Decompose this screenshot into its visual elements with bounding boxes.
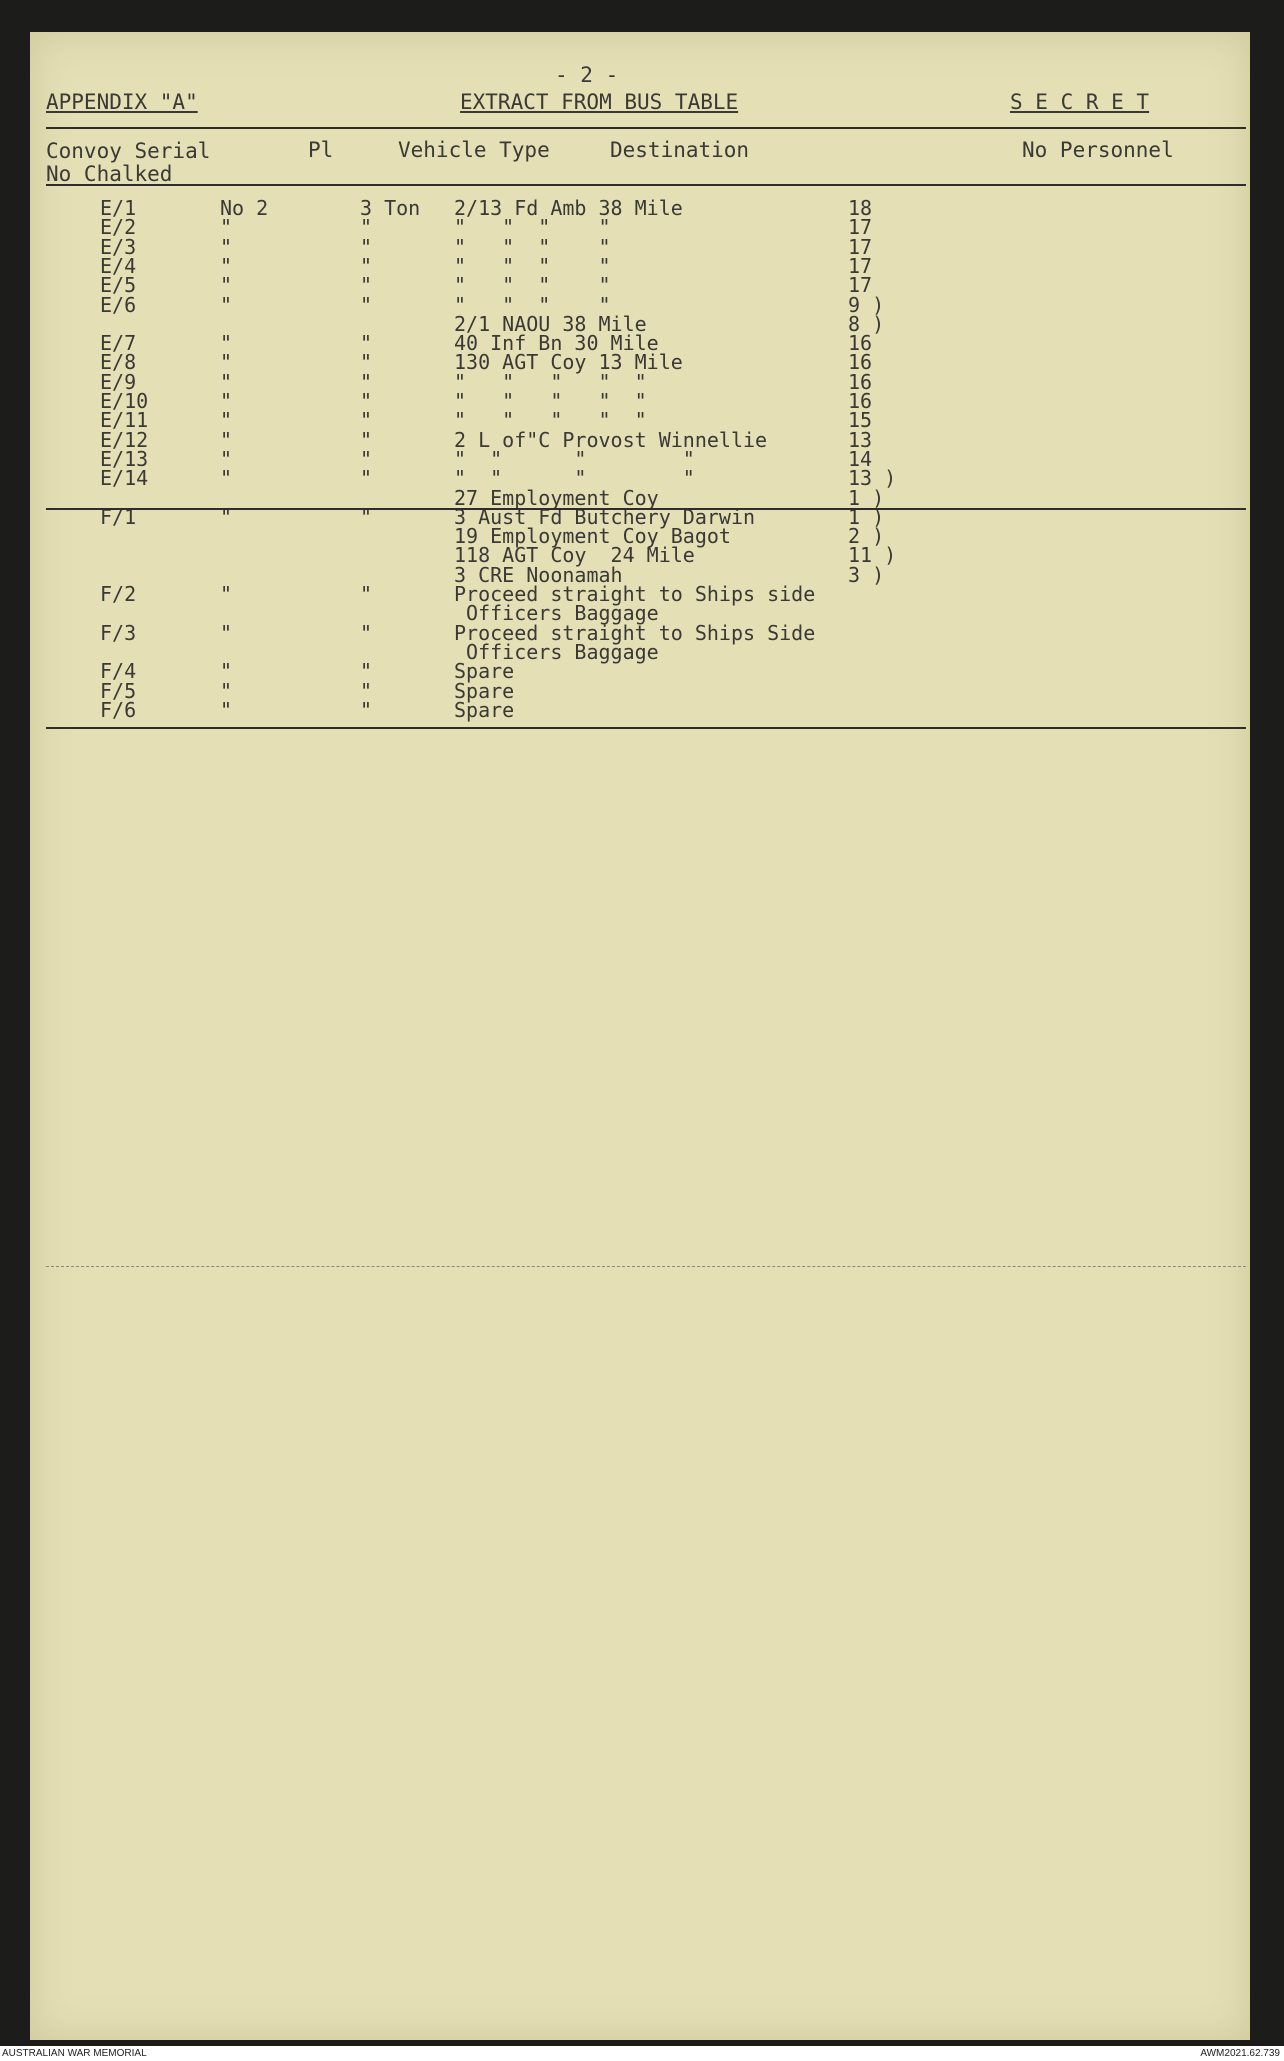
row-platoon: No 2 [220,196,269,220]
row-personnel: 9 ) [848,292,885,317]
row-destination: 118 AGT Coy 24 Mile [454,543,695,568]
row-personnel: 14 [848,446,873,471]
row-personnel: 3 ) [848,562,885,587]
header-rule [46,127,1246,129]
row-platoon: " [220,620,233,645]
row-vehicle-type: " [360,331,373,356]
row-destination: " " " " [454,273,611,298]
row-destination: Spare [454,659,515,684]
row-personnel: 13 [848,427,873,452]
row-vehicle-type: " [360,350,373,375]
row-personnel: 17 [848,253,873,278]
row-serial: F/2 [100,582,137,606]
row-serial: E/8 [100,350,137,375]
row-vehicle-type: " [360,697,373,722]
row-platoon: " [220,504,233,529]
row-vehicle-type: " [360,466,373,491]
row-serial: E/13 [100,446,149,471]
row-platoon: " [220,446,233,471]
row-destination: Spare [454,678,515,703]
row-destination: 3 CRE Noonamah [454,562,623,587]
row-destination: " " " " " [454,369,647,394]
row-platoon: " [220,678,233,703]
row-vehicle-type: " [360,446,373,471]
row-personnel: 13 ) [848,466,897,491]
row-personnel: 16 [848,331,873,356]
row-serial: F/4 [100,659,137,684]
row-destination: " " " " [454,253,611,278]
row-serial: F/6 [100,697,137,722]
row-platoon: " [220,582,233,606]
row-personnel: 2 ) [848,524,885,549]
row-vehicle-type: " [360,582,373,606]
row-vehicle-type: " [360,504,373,529]
appendix-label: APPENDIX "A" [46,90,198,114]
row-personnel: 17 [848,215,873,240]
row-vehicle-type: " [360,659,373,684]
row-destination: Officers Baggage [454,601,659,626]
row-vehicle-type: " [360,292,373,317]
faded-rule [46,1266,1246,1267]
row-platoon: " [220,350,233,375]
row-vehicle-type: " [360,620,373,645]
row-destination: " " " " [454,446,695,471]
row-destination: " " " " [454,466,695,491]
row-vehicle-type: " [360,273,373,298]
row-serial: E/10 [100,389,149,413]
row-serial: E/6 [100,292,137,317]
row-serial: E/2 [100,215,137,240]
row-vehicle-type: " [360,408,373,433]
row-serial: F/1 [100,504,137,529]
row-personnel: 1 ) [848,504,885,529]
column-header-destination: Destination [610,138,750,162]
row-serial: E/7 [100,331,137,356]
row-platoon: " [220,369,233,394]
row-serial: E/9 [100,369,137,394]
row-vehicle-type: " [360,253,373,278]
row-destination: Proceed straight to Ships side [454,582,816,606]
row-platoon: " [220,273,233,298]
page-number: - 2 - [555,63,619,87]
archive-reference: AWM2021.62.739 [1200,2048,1280,2059]
column-header-rule [46,184,1246,186]
row-destination: 2/13 Fd Amb 38 Mile [454,196,683,220]
row-destination: " " " " [454,215,611,240]
row-destination: 19 Employment Coy Bagot [454,524,731,549]
section-e-f-rule [46,508,1246,510]
row-destination: Proceed straight to Ships Side [454,620,816,645]
row-platoon: " [220,389,233,413]
document-title: EXTRACT FROM BUS TABLE [460,90,739,114]
row-serial: E/4 [100,253,137,278]
column-header-pl: Pl [308,138,334,162]
row-platoon: " [220,697,233,722]
archive-source: AUSTRALIAN WAR MEMORIAL [2,2048,147,2059]
table-end-rule [46,727,1246,729]
row-serial: E/12 [100,427,149,452]
row-vehicle-type: 3 Ton [360,196,421,220]
row-personnel: 8 ) [848,311,885,336]
row-personnel: 16 [848,350,873,375]
row-serial: F/5 [100,678,137,703]
column-header-vehicle-type: Vehicle Type [398,138,550,162]
document-page [30,32,1250,2040]
row-serial: E/5 [100,273,137,298]
row-personnel: 17 [848,273,873,298]
row-platoon: " [220,408,233,433]
row-vehicle-type: " [360,427,373,452]
row-vehicle-type: " [360,369,373,394]
row-serial: F/3 [100,620,137,645]
column-header-personnel: No Personnel [1022,138,1174,162]
row-destination: 3 Aust Fd Butchery Darwin [454,504,756,529]
row-serial: E/1 [100,196,137,220]
row-platoon: " [220,466,233,491]
column-header-serial: Convoy Serial No Chalked [46,139,211,187]
row-destination: " " " " [454,234,611,259]
row-platoon: " [220,292,233,317]
row-personnel: 16 [848,369,873,394]
row-vehicle-type: " [360,678,373,703]
row-platoon: " [220,659,233,684]
row-destination: 2 L of"C Provost Winnellie [454,427,768,452]
row-serial: E/3 [100,234,137,259]
row-destination: Spare [454,697,515,722]
row-platoon: " [220,215,233,240]
row-vehicle-type: " [360,234,373,259]
classification-mark: S E C R E T [1010,90,1150,114]
row-platoon: " [220,427,233,452]
row-platoon: " [220,331,233,356]
row-destination: Officers Baggage [454,639,659,664]
row-vehicle-type: " [360,215,373,240]
row-serial: E/14 [100,466,149,491]
row-personnel: 16 [848,389,873,413]
row-destination: 40 Inf Bn 30 Mile [454,331,659,356]
row-personnel: 1 ) [848,485,885,510]
row-destination: 27 Employment Coy [454,485,659,510]
row-serial: E/11 [100,408,149,433]
row-destination: " " " " " [454,389,647,413]
row-platoon: " [220,234,233,259]
row-personnel: 17 [848,234,873,259]
row-destination: " " " " [454,292,611,317]
row-personnel: 15 [848,408,873,433]
row-destination: " " " " " [454,408,647,433]
row-destination: 2/1 NAOU 38 Mile [454,311,647,336]
archive-footer [0,2046,1284,2061]
row-personnel: 18 [848,196,873,220]
row-platoon: " [220,253,233,278]
row-destination: 130 AGT Coy 13 Mile [454,350,683,375]
row-vehicle-type: " [360,389,373,413]
row-personnel: 11 ) [848,543,897,568]
